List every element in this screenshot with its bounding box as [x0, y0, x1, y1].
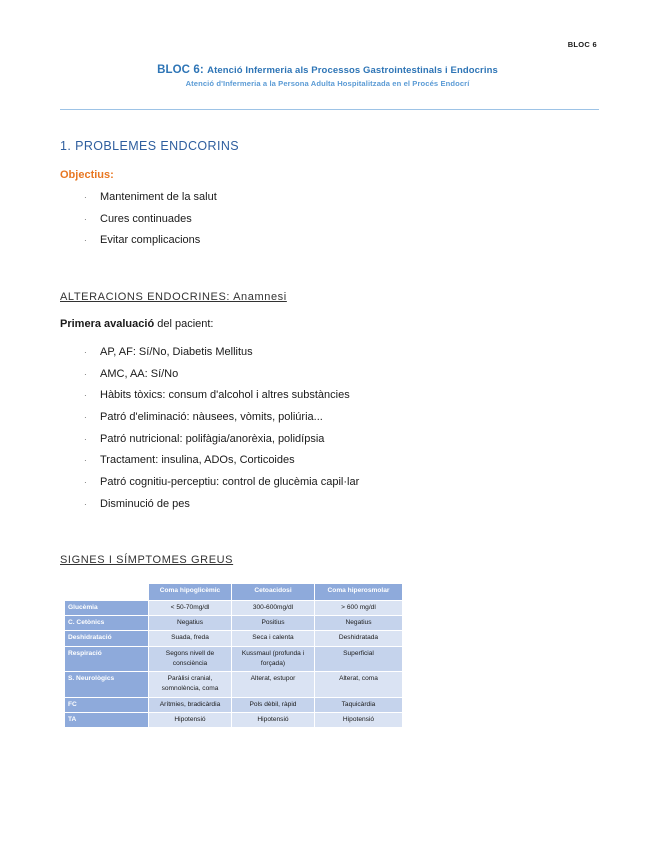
table-cell: < 50-70mg/dl [149, 601, 232, 616]
table-row [65, 631, 403, 646]
table-cell: Pols dèbil, ràpid [232, 697, 315, 712]
signes-title: SIGNES I SÍMPTOMES GREUS [60, 554, 234, 566]
table-corner [65, 584, 149, 601]
table-cell: Taquicàrdia [315, 697, 403, 712]
objectius-list [84, 187, 217, 252]
bullet-icon: · [84, 478, 87, 488]
table-cell: Paràlisi cranial, somnolència, coma [149, 672, 232, 697]
row-header: Deshidratació [65, 631, 149, 646]
row-header: FC [65, 697, 149, 712]
list-item: · Tractament: insulina, ADOs, Corticoides [84, 450, 359, 472]
table-row [65, 601, 403, 616]
bullet-icon: · [84, 391, 87, 401]
bullet-icon: · [84, 369, 87, 379]
bullet-icon: · [84, 434, 87, 444]
page-tag: BLOC 6 [567, 40, 597, 49]
list-item: · Manteniment de la salut [84, 187, 217, 209]
list-item: · Hàbits tòxics: consum d'alcohol i altres substàncies [84, 385, 359, 407]
bullet-icon: · [84, 214, 87, 224]
table-row [65, 646, 403, 671]
table-cell: Superficial [315, 646, 403, 671]
table-cell: Deshidratada [315, 631, 403, 646]
bullet-icon: · [84, 236, 87, 246]
bullet-icon: · [84, 456, 87, 466]
table-cell: Seca i calenta [232, 631, 315, 646]
table-cell: Negatius [315, 616, 403, 631]
table-cell: Hipotensió [315, 712, 403, 727]
table-cell: Hipotensió [149, 712, 232, 727]
primera-bold: Primera avaluació [60, 318, 155, 330]
table-cell: 300-600mg/dl [232, 601, 315, 616]
primera-rest: del pacient: [154, 318, 214, 330]
row-header: C. Cetònics [65, 616, 149, 631]
row-header: TA [65, 712, 149, 727]
row-header: Glucèmia [65, 601, 149, 616]
bullet-icon: · [84, 348, 87, 357]
table-cell: Alterat, estupor [232, 672, 315, 697]
row-header: Respiració [65, 646, 149, 671]
document-title [0, 64, 655, 76]
list-item: · Disminució de pes [84, 494, 359, 516]
list-item: · Patró nutricional: polifàgia/anorèxia, polidípsia [84, 429, 359, 451]
table-cell: Suada, freda [149, 631, 232, 646]
table-cell: Negatius [149, 616, 232, 631]
table-row [65, 616, 403, 631]
title-block [0, 64, 655, 88]
list-item: · Patró cognitiu-perceptiu: control de glucèmia capil·lar [84, 472, 359, 494]
bullet-icon: · [84, 499, 87, 509]
table-cell: Arítmies, bradicàrdia [149, 697, 232, 712]
table-cell: Positius [232, 616, 315, 631]
table-cell: Alterat, coma [315, 672, 403, 697]
row-header: S. Neurològics [65, 672, 149, 697]
alteracions-title: ALTERACIONS ENDOCRINES: Anamnesi [60, 291, 287, 303]
document-subtitle: Atenció d'Infermeria a la Persona Adulta Hospitalitzada en el Procés Endocrí [185, 79, 470, 88]
title-bloc: BLOC 6: [157, 64, 204, 76]
table-row [65, 697, 403, 712]
table-cell: Hipotensió [232, 712, 315, 727]
list-item: · AP, AF: Sí/No, Diabetis Mellitus [84, 342, 359, 364]
bullet-icon: · [84, 413, 87, 423]
list-item: · Cures continuades [84, 209, 217, 231]
primera-avaluacio [60, 318, 214, 330]
table-cell: > 600 mg/dl [315, 601, 403, 616]
table-cell: Segons nivell de consciència [149, 646, 232, 671]
list-item: · Patró d'eliminació: nàusees, vòmits, poliúria... [84, 407, 359, 429]
section-title: 1. PROBLEMES ENDCORINS [60, 139, 239, 153]
bullet-icon: · [84, 193, 87, 202]
list-item: · AMC, AA: Sí/No [84, 364, 359, 386]
title-rest: Atenció Infermeria als Processos Gastrointestinals i Endocrins [207, 65, 498, 76]
table-cell: Kussmaul (profunda i forçada) [232, 646, 315, 671]
column-header: Coma hiperosmolar [315, 584, 403, 601]
table-row [65, 712, 403, 727]
list-item: · Evitar complicacions [84, 230, 217, 252]
column-header: Coma hipoglicèmic [149, 584, 232, 601]
column-header: Cetoacidosi [232, 584, 315, 601]
header-divider [60, 109, 599, 110]
table-row [65, 672, 403, 697]
objectius-label: Objectius: [60, 169, 114, 181]
table-header-row [65, 584, 403, 601]
anamnesi-list [84, 342, 359, 516]
symptoms-table [64, 583, 403, 728]
